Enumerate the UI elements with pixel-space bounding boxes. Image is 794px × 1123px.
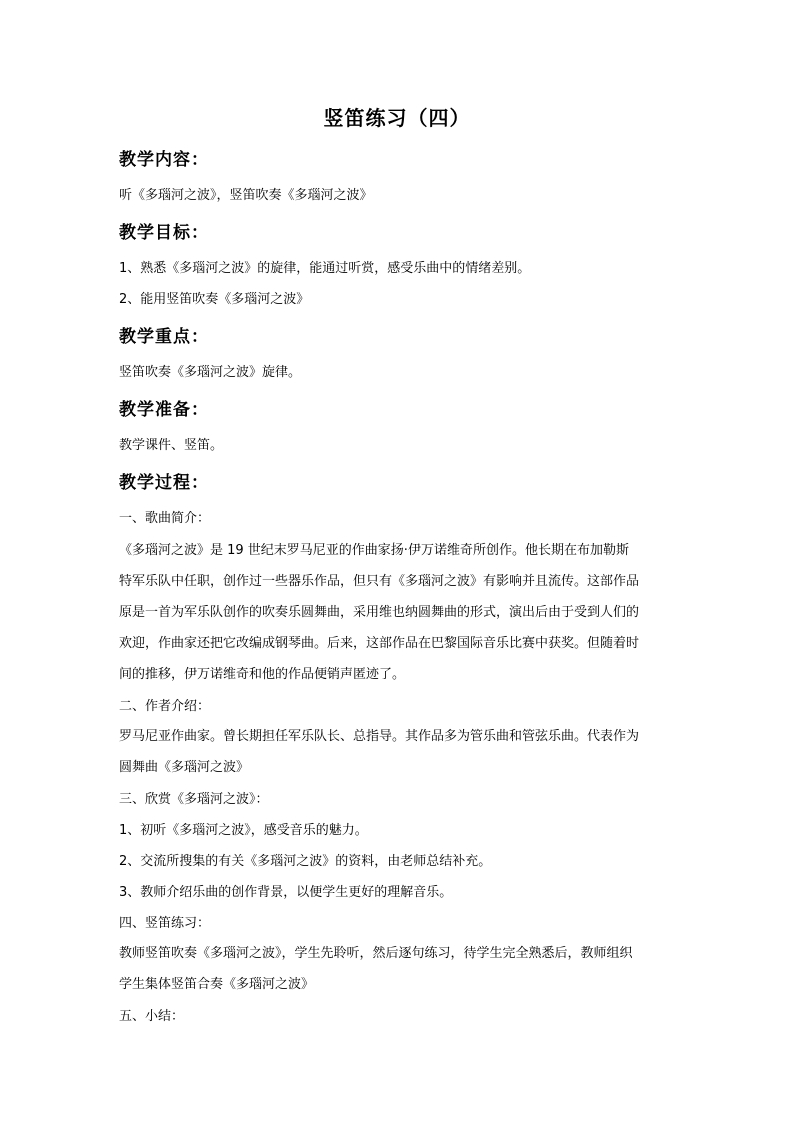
paragraph-line: 教师竖笛吹奏《多瑙河之波》，学生先聆听，然后逐句练习，待学生完全熟悉后，教师组织 [119,946,633,961]
heading-teaching-goals: 教学目标： [119,223,209,243]
section-song-intro-title: 一、歌曲简介： [119,511,211,526]
paragraph-line: 间的推移，伊万诺维奇和他的作品便销声匿迹了。 [119,667,406,682]
section-author-title: 二、作者介绍： [119,699,211,714]
paragraph-line: 罗马尼亚作曲家。曾长期担任军乐队长、总指导。其作品多为管乐曲和管弦乐曲。代表作为 [119,729,640,744]
teaching-content-text: 听《多瑙河之波》，竖笛吹奏《多瑙河之波》 [119,188,373,203]
section-appreciation-title: 三、欣赏《多瑙河之波》： [119,792,269,807]
paragraph-line: 圆舞曲《多瑙河之波》 [119,760,250,775]
song-intro-paragraph [119,535,679,690]
paragraph-line: 原是一首为军乐队创作的吹奏乐圆舞曲，采用维也纳圆舞曲的形式，演出后由于受到人们的 [119,605,640,620]
paragraph-line: 学生集体竖笛合奏《多瑙河之波》 [119,977,315,992]
teaching-focus-text: 竖笛吹奏《多瑙河之波》旋律。 [119,365,302,380]
goal-item-1: 1、熟悉《多瑙河之波》的旋律，能通过听赏，感受乐曲中的情绪差别。 [119,261,531,276]
recorder-practice-paragraph [119,938,679,1000]
heading-teaching-focus: 教学重点： [119,327,209,347]
goal-item-2: 2、能用竖笛吹奏《多瑙河之波》 [119,292,310,307]
author-paragraph [119,721,679,783]
appreciation-item-2: 2、交流所搜集的有关《多瑙河之波》的资料，由老师总结补充。 [119,854,492,869]
section-summary-title: 五、小结： [119,1009,185,1024]
paragraph-line: 特军乐队中任职，创作过一些器乐作品，但只有《多瑙河之波》有影响并且流传。这部作品 [119,574,640,589]
paragraph-line: 《多瑙河之波》是 19 世纪末罗马尼亚的作曲家扬·伊万诺维奇所创作。他长期在布加勒斯 [119,543,629,558]
appreciation-item-3: 3、教师介绍乐曲的创作背景，以便学生更好的理解音乐。 [119,885,453,900]
heading-teaching-content: 教学内容： [119,150,209,170]
appreciation-item-1: 1、初听《多瑙河之波》，感受音乐的魅力。 [119,823,368,838]
teaching-prep-text: 教学课件、竖笛。 [119,438,224,453]
heading-teaching-prep: 教学准备： [119,400,209,420]
paragraph-line: 欢迎，作曲家还把它改编成钢琴曲。后来，这部作品在巴黎国际音乐比赛中获奖。但随着时 [119,636,640,651]
section-recorder-practice-title: 四、竖笛练习： [119,916,211,931]
heading-teaching-process: 教学过程： [119,473,209,493]
page-title: 竖笛练习（四） [323,106,471,130]
